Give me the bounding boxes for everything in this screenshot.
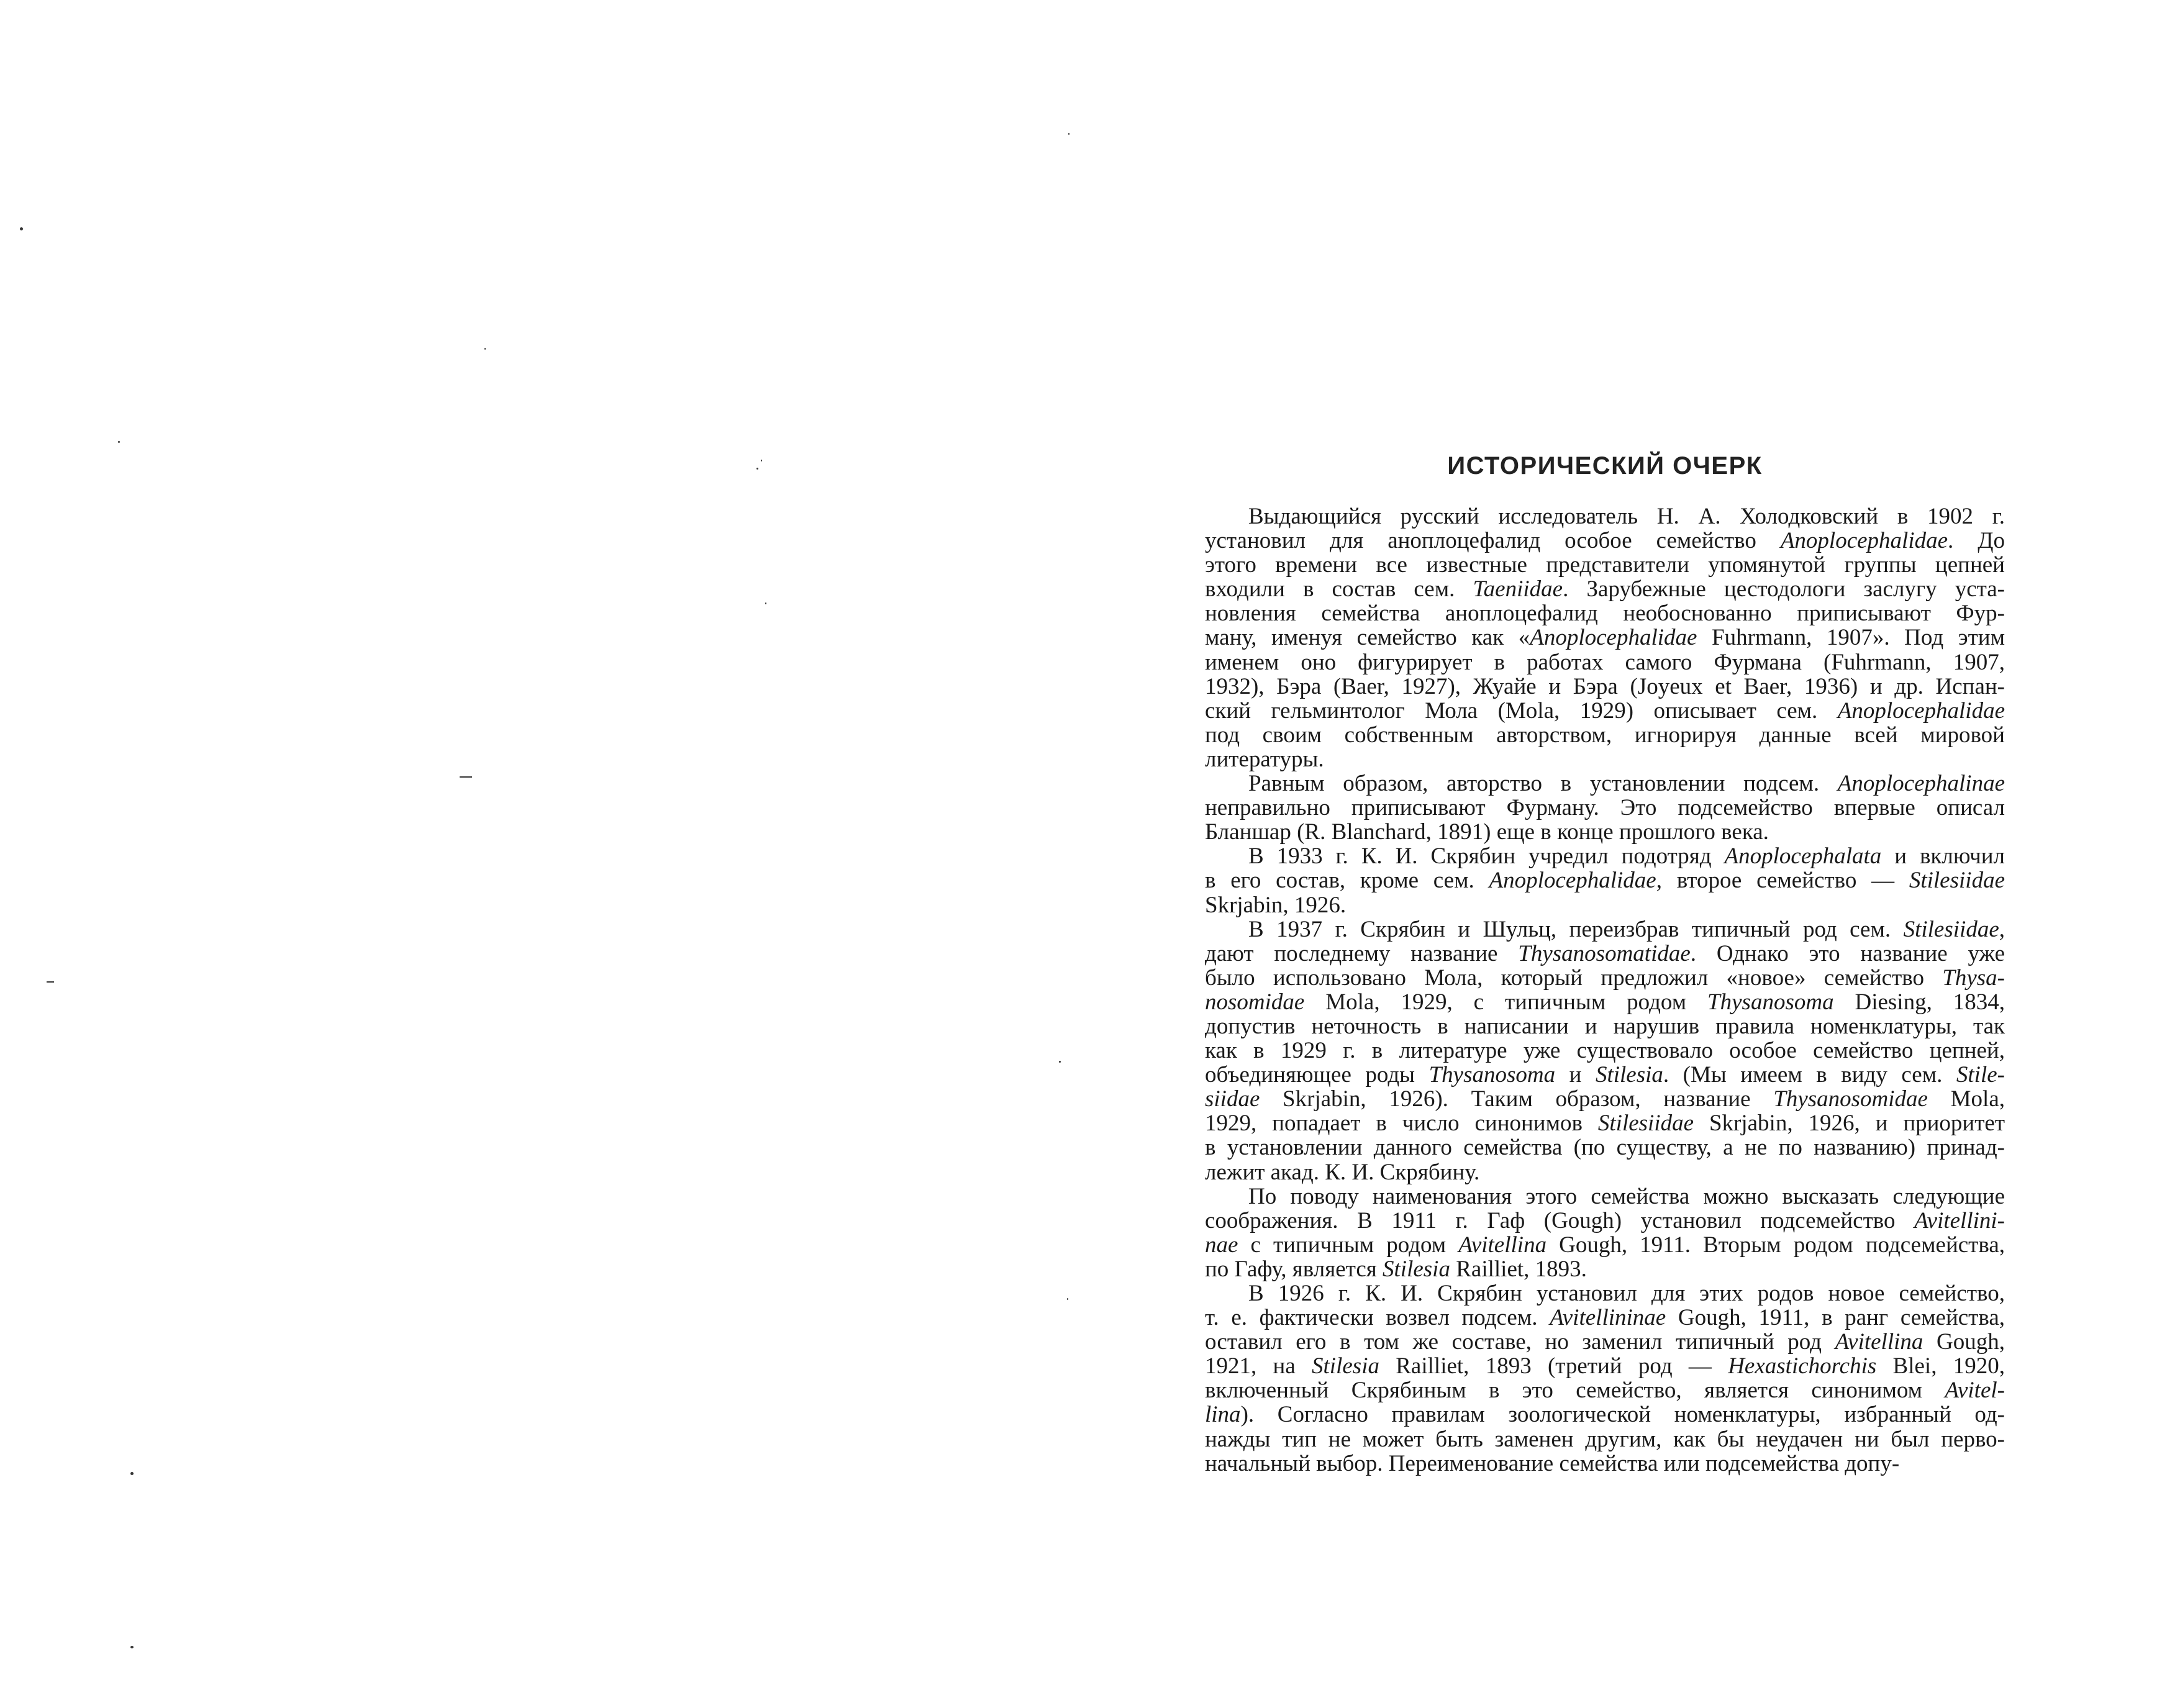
scan-speck (130, 1472, 134, 1475)
text-line: в его состав, кроме сем. Anoplocephalidae, второе семейство — Stilesiidae (1205, 868, 2005, 893)
text-line: под своим собственным авторством, игнорируя данные всей мировой (1205, 722, 2005, 747)
text-line: дают последнему название Thysanosomatidae. Однако это название уже (1205, 941, 2005, 966)
latin-taxon-name: siidae (1205, 1087, 1260, 1112)
text-line: было использовано Мола, который предложил «новое» семейство Thysa- (1205, 965, 2005, 990)
text-line: допустив неточность в написании и нарушив правила номенклатуры, так (1205, 1014, 2005, 1039)
latin-taxon-name: Stilesia (1383, 1256, 1450, 1281)
latin-taxon-name: Avitellina (1458, 1232, 1547, 1257)
scan-speck (20, 227, 23, 230)
paragraph (1205, 1281, 2005, 1476)
text-line: Skrjabin, 1926. (1205, 893, 1347, 917)
text-line: nosomidae Mola, 1929, с типичным родом Thysanosoma Diesing, 1834, (1205, 989, 2005, 1014)
scan-speck (484, 348, 486, 350)
scan-speck (761, 460, 762, 461)
text-line: ману, именуя семейство как «Anoplocephalidae Fuhrmann, 1907». Под этим (1205, 625, 2005, 650)
latin-taxon-name: Anoplocephalidae (1837, 698, 2005, 723)
latin-taxon-name: Stilesia (1312, 1354, 1379, 1379)
latin-taxon-name: Avitellininae (1550, 1306, 1666, 1330)
text-line: В 1926 г. К. И. Скрябин установил для этих родов новое семейство, (1248, 1281, 2005, 1306)
text-line: установил для аноплоцефалид особое семейство Anoplocephalidae. До (1205, 529, 2005, 553)
latin-taxon-name: Hexastichorchis (1728, 1354, 1877, 1379)
text-line: т. е. фактически возвел подсем. Avitellininae Gough, 1911, в ранг семейства, (1205, 1306, 2005, 1330)
text-line: неправильно приписывают Фурману. Это подсемейство впервые описал (1205, 796, 2005, 820)
text-line: В 1933 г. К. И. Скрябин учредил подотряд Anoplocephalata и включил (1248, 844, 2005, 869)
paragraph (1205, 771, 2005, 844)
text-line: 1921, на Stilesia Railliet, 1893 (третий род — Hexastichorchis Blei, 1920, (1205, 1354, 2005, 1379)
latin-taxon-name: Thysanosomatidae (1518, 941, 1691, 966)
text-line: лежит акад. К. И. Скрябину. (1205, 1160, 1480, 1184)
text-line: Бланшар (R. Blanchard, 1891) еще в конце прошлого века. (1205, 820, 1769, 845)
scan-speck (1059, 1061, 1061, 1063)
scan-speck (1068, 133, 1070, 135)
text-line: нажды тип не может быть заменен другим, как бы неудачен ни был перво- (1205, 1427, 2005, 1451)
scan-speck (130, 1646, 134, 1648)
latin-taxon-name: nae (1205, 1232, 1238, 1257)
latin-taxon-name: lina (1205, 1402, 1241, 1427)
paragraph (1205, 844, 2005, 917)
text-line: этого времени все известные представители упомянутой группы цепней (1205, 553, 2005, 578)
text-line: lina). Согласно правилам зоологической номенклатуры, избранный од- (1205, 1402, 2005, 1427)
text-line: nae с типичным родом Avitellina Gough, 1911. Вторым родом подсемейства, (1205, 1232, 2005, 1257)
text-line: В 1937 г. Скрябин и Шульц, переизбрав типичный род сем. Stilesiidae, (1248, 917, 2005, 942)
latin-taxon-name: Avitel- (1945, 1378, 2005, 1403)
text-line: по Гафу, является Stilesia Railliet, 1893. (1205, 1256, 1587, 1281)
text-line: включенный Скрябиным в это семейство, является синонимом Avitel- (1205, 1378, 2005, 1403)
scan-speck (1067, 1298, 1068, 1300)
latin-taxon-name: Avitellina (1835, 1330, 1923, 1355)
latin-taxon-name: Stile- (1956, 1063, 2005, 1088)
text-line: объединяющее роды Thysanosoma и Stilesia. (Мы имеем в виду сем. Stile- (1205, 1063, 2005, 1088)
text-line: siidae Skrjabin, 1926). Таким образом, название Thysanosomidae Mola, (1205, 1087, 2005, 1112)
latin-taxon-name: Anoplocephalidae (1780, 529, 1948, 553)
scan-speck (118, 441, 120, 443)
latin-taxon-name: Anoplocephalata (1724, 844, 1882, 869)
latin-taxon-name: Thysa- (1942, 965, 2005, 990)
text-line: ский гельминтолог Мола (Mola, 1929) описывает сем. Anoplocephalidae (1205, 698, 2005, 723)
latin-taxon-name: Thysanosomidae (1773, 1087, 1928, 1112)
latin-taxon-name: Thysanosoma (1707, 989, 1834, 1014)
body-text (1205, 504, 2005, 1476)
text-line: литературы. (1205, 747, 1324, 772)
text-line: 1932), Бэра (Baer, 1927), Жуайе и Бэра (Joyeux et Baer, 1936) и др. Испан- (1205, 674, 2005, 699)
paragraph (1205, 1184, 2005, 1281)
paragraph (1205, 917, 2005, 1184)
text-line: 1929, попадает в число синонимов Stilesiidae Skrjabin, 1926, и приоритет (1205, 1111, 2005, 1136)
latin-taxon-name: Stilesiidae (1903, 917, 1999, 942)
text-line: оставил его в том же составе, но заменил типичный род Avitellina Gough, (1205, 1330, 2005, 1355)
latin-taxon-name: Avitellini- (1914, 1208, 2005, 1233)
text-line: По поводу наименования этого семейства можно высказать следующие (1248, 1184, 2005, 1209)
text-line: входили в состав сем. Taeniidae. Зарубежные цестодологи заслугу уста- (1205, 577, 2005, 602)
text-line: новления семейства аноплоцефалид необоснованно приписывают Фур- (1205, 601, 2005, 626)
scan-speck (47, 981, 54, 983)
latin-taxon-name: Stilesiidae (1597, 1111, 1694, 1136)
scan-speck (756, 468, 758, 470)
text-line: Выдающийся русский исследователь Н. А. Холодковский в 1902 г. (1248, 504, 2005, 529)
paragraph (1205, 504, 2005, 771)
latin-taxon-name: Thysanosoma (1428, 1063, 1556, 1088)
text-line: в установлении данного семейства (по существу, а не по названию) принад- (1205, 1135, 2005, 1160)
text-line: как в 1929 г. в литературе уже существовало особое семейство цепней, (1205, 1038, 2005, 1063)
text-line: соображения. В 1911 г. Гаф (Gough) установил подсемейство Avitellini- (1205, 1208, 2005, 1233)
text-line: именем оно фигурирует в работах самого Фурмана (Fuhrmann, 1907, (1205, 650, 2005, 675)
scan-speck (460, 776, 472, 778)
latin-taxon-name: nosomidae (1205, 989, 1305, 1014)
text-line: Равным образом, авторство в установлении подсем. Anoplocephalinae (1248, 771, 2005, 796)
latin-taxon-name: Stilesiidae (1909, 868, 2005, 893)
latin-taxon-name: Anoplocephalinae (1837, 771, 2005, 796)
text-line: начальный выбор. Переименование семейства или подсемейства допу- (1205, 1451, 1900, 1476)
latin-taxon-name: Taeniidae (1473, 577, 1563, 602)
latin-taxon-name: Stilesia (1595, 1063, 1663, 1088)
latin-taxon-name: Anoplocephalidae (1489, 868, 1656, 893)
latin-taxon-name: Anoplocephalidae (1530, 625, 1697, 650)
left-page-blank (0, 0, 1087, 1708)
scan-speck (765, 602, 766, 604)
section-heading: ИСТОРИЧЕСКИЙ ОЧЕРК (1447, 452, 1763, 479)
right-page (1087, 0, 2180, 1708)
